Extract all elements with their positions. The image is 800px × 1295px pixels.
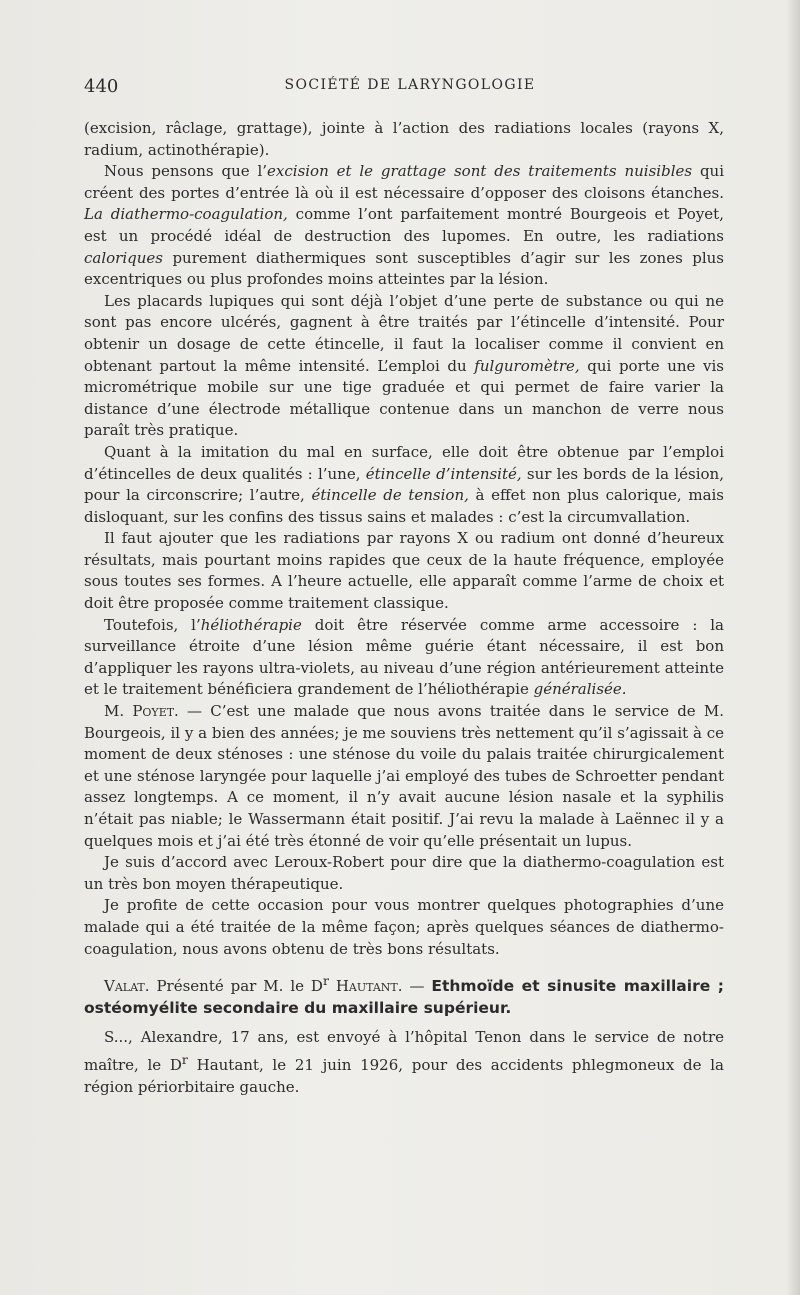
running-header (84, 76, 724, 100)
emphasis-text: excision et le grattage sont des traitements nuisibles (267, 162, 693, 181)
paragraph-text: Il faut ajouter que les radiations par rayons X ou radium ont donné d’heureux résultats, mais pourtant moins rapides que ceux de la haute fréquence, employée sous toutes ses formes. A l’heure actuelle, elle apparaît comme l’arme de choix et doit être proposée comme traitement classique. (84, 529, 724, 613)
case-title: Ethmoïde et sinusite maxillaire ; ostéomyélite secondaire du maxillaire supérieur. (84, 977, 724, 1017)
page-number: 440 (84, 76, 119, 97)
emphasis-text: La diathermo-coagulation, (84, 205, 288, 224)
text-run: qui porte une vis micrométrique mobile sur une tige graduée et qui permet de faire varier la distance d’une électrode métallique contenue dans un manchon de verre nous paraît très pratique. (84, 356, 724, 440)
emphasis-text: caloriques (84, 248, 163, 267)
text-run: Quant à la imitation du mal en surface, elle doit être obtenue par l’emploi d’étincelles de deux qualités : l’une, (84, 442, 724, 483)
text-run: — C’est une malade que nous avons traitée dans le service de M. Bourgeois, il y a bien des années; je me souviens très nettement qu’il s’agissait à ce moment de deux sténoses : une sténose du voile du palais traitée chirurgicalement et une sténose laryngée pour laquelle j’ai employé des tubes de Schroetter pendant assez longtemps. A ce moment, il n’y avait aucune lésion nasale et la syphilis n’était pas niable; le Wassermann était positif. J’ai revu la malade à Laënnec il y a quelques mois et j’ai été très étonné de voir qu’elle présentait un lupus. (84, 702, 724, 850)
text-run: Les placards lupiques qui sont déjà l’objet d’une perte de substance ou qui ne sont pas encore ulcérés, gagnent à être traités par l’étincelle d’intensité. Pour obtenir un dosage de cette étincelle, il faut la localiser comme il convient en obtenant partout la même intensité. L’emploi du (84, 291, 724, 375)
paragraph (84, 701, 724, 852)
superscript: r (181, 1051, 188, 1067)
paragraph (84, 291, 724, 442)
emphasis-text: généralisée. (533, 680, 627, 699)
paragraph-text: Je profite de cette occasion pour vous montrer quelques photographies d’une malade qui a été traitée de la même façon; après quelques séances de diathermo-coagulation, nous avons obtenu de très bons résultats. (84, 896, 724, 958)
paragraph (84, 852, 724, 895)
body-text (84, 118, 724, 1098)
paragraph (84, 442, 724, 528)
paragraph-text: (excision, râclage, grattage), jointe à l’action des radiations locales (rayons X, radium, actinothérapie). (84, 119, 724, 159)
author-name: Valat. (104, 977, 150, 996)
text-run: Présenté par M. le D (149, 977, 323, 996)
text-run: qui créent des portes d’entrée là où il est nécessaire d’opposer des cloisons étanches. (84, 162, 724, 202)
text-run: — (402, 977, 432, 996)
text-run: purement diathermiques sont susceptibles d’agir sur les zones plus excentriques ou plus profondes moins atteintes par la lésion. (84, 248, 724, 289)
running-title: SOCIÉTÉ DE LARYNGOLOGIE (284, 77, 536, 93)
text-run: doit être réservée comme arme accessoire : la surveillance étroite d’une lésion même guérie étant nécessaire, il est bon d’appliquer les rayons ultra-violets, au niveau d’une région antérieurement atteinte et le traitement bénéficiera grandement de l’héliothérapie (84, 615, 724, 699)
speaker-name: M. Poyet. (104, 702, 179, 721)
paragraph (84, 528, 724, 614)
presenter-name: Hautant. (328, 977, 403, 996)
text-run: Toutefois, l’ (104, 615, 201, 634)
paragraph (84, 161, 724, 291)
text-run: sur les bords de la lésion, pour la circonscrire; l’autre, (84, 464, 724, 505)
text-run: Hautant, le 21 juin 1926, pour des accidents phlegmoneux de la région périorbitaire gauche. (84, 1055, 724, 1096)
text-run: comme l’ont parfaitement montré Bourgeois et Poyet, est un procédé idéal de destruction des lupomes. En outre, les radiations (84, 205, 724, 245)
case-heading (84, 970, 724, 1019)
emphasis-text: héliothérapie (200, 615, 302, 634)
text-run: à effet non plus calorique, mais disloquant, sur les confins des tissus sains et malades : c’est la circumvallation. (84, 486, 725, 526)
superscript: r (322, 973, 329, 989)
emphasis-text: étincelle de tension, (311, 486, 469, 505)
paragraph-text: Je suis d’accord avec Leroux-Robert pour dire que la diathermo-coagulation est un très bon moyen thérapeutique. (84, 853, 724, 893)
text-run: S..., Alexandre, 17 ans, est envoyé à l’hôpital Tenon dans le service de notre maître, le D (84, 1028, 724, 1074)
text-run: Nous pensons que l’ (104, 162, 268, 181)
paragraph (84, 895, 724, 960)
emphasis-text: étincelle d’intensité, (365, 464, 522, 483)
paragraph (84, 1027, 724, 1098)
page-edge-shadow (786, 0, 800, 1295)
paragraph (84, 118, 724, 161)
emphasis-text: fulguromètre, (474, 356, 580, 375)
paragraph (84, 615, 724, 701)
